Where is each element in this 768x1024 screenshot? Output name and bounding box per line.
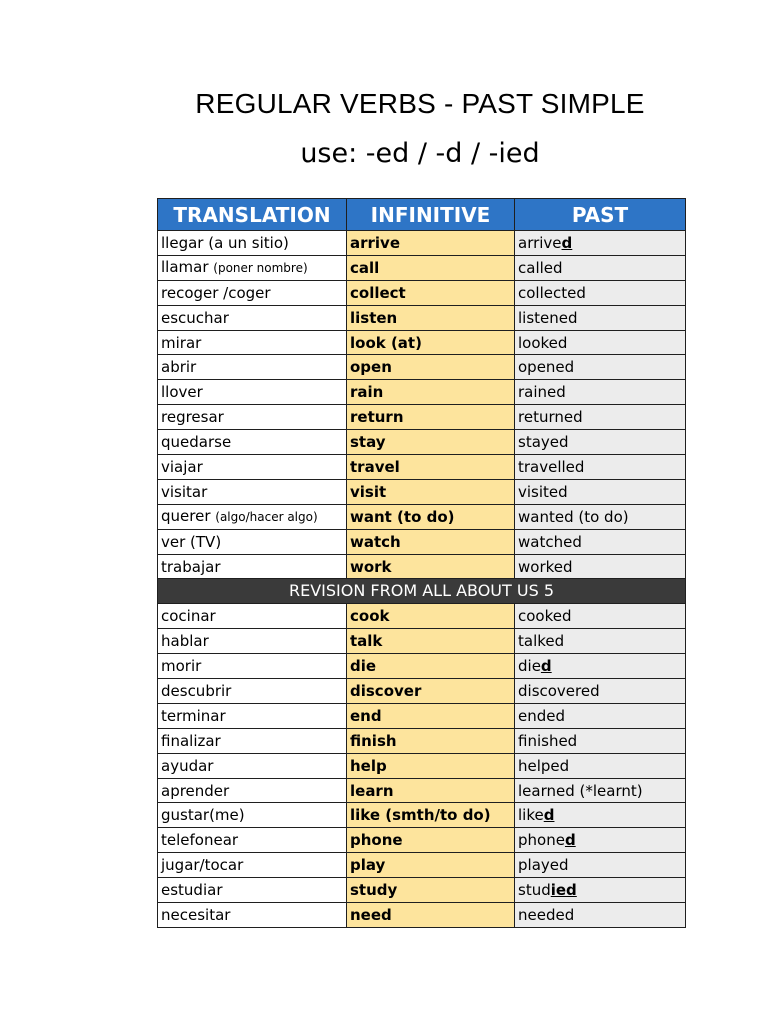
past-text: needed bbox=[518, 905, 575, 924]
translation-note: (poner nombre) bbox=[213, 261, 308, 276]
past-text: worked bbox=[518, 557, 573, 576]
past-text: helped bbox=[518, 756, 570, 775]
table-row bbox=[158, 654, 686, 679]
past-cell bbox=[515, 231, 686, 256]
table-row bbox=[158, 280, 686, 305]
infinitive-cell: like (smth/to do) bbox=[347, 803, 515, 828]
table-row bbox=[158, 778, 686, 803]
page-title: REGULAR VERBS - PAST SIMPLE bbox=[195, 88, 645, 119]
translation-text: finalizar bbox=[161, 731, 221, 750]
past-cell bbox=[515, 455, 686, 480]
infinitive-cell: cook bbox=[347, 604, 515, 629]
translation-cell bbox=[158, 853, 347, 878]
past-text: opened bbox=[518, 358, 575, 377]
translation-text: gustar(me) bbox=[161, 806, 245, 825]
table-row bbox=[158, 231, 686, 256]
past-text: visited bbox=[518, 482, 568, 501]
translation-cell bbox=[158, 455, 347, 480]
infinitive-cell: talk bbox=[347, 629, 515, 654]
infinitive-cell: call bbox=[347, 255, 515, 280]
translation-text: visitar bbox=[161, 482, 208, 501]
table-row bbox=[158, 479, 686, 504]
translation-text: llamar bbox=[161, 258, 214, 277]
infinitive-cell: travel bbox=[347, 455, 515, 480]
past-text: called bbox=[518, 258, 563, 277]
translation-text: quedarse bbox=[161, 433, 232, 452]
past-text: looked bbox=[518, 333, 568, 352]
table-row bbox=[158, 355, 686, 380]
past-text: discovered bbox=[518, 681, 600, 700]
header-past: PAST bbox=[515, 199, 686, 231]
past-cell bbox=[515, 280, 686, 305]
translation-cell bbox=[158, 330, 347, 355]
infinitive-cell: collect bbox=[347, 280, 515, 305]
past-cell bbox=[515, 878, 686, 903]
translation-cell bbox=[158, 654, 347, 679]
translation-text: trabajar bbox=[161, 557, 221, 576]
table-row bbox=[158, 728, 686, 753]
translation-cell bbox=[158, 878, 347, 903]
table-row bbox=[158, 828, 686, 853]
past-cell bbox=[515, 753, 686, 778]
past-cell bbox=[515, 380, 686, 405]
infinitive-cell: die bbox=[347, 654, 515, 679]
translation-cell bbox=[158, 504, 347, 529]
infinitive-cell: phone bbox=[347, 828, 515, 853]
translation-cell bbox=[158, 629, 347, 654]
translation-text: llegar (a un sitio) bbox=[161, 233, 289, 252]
infinitive-cell: learn bbox=[347, 778, 515, 803]
past-text: phone bbox=[518, 831, 565, 850]
table-row bbox=[158, 878, 686, 903]
section-label: REVISION FROM ALL ABOUT US 5 bbox=[158, 579, 686, 604]
past-ending: d bbox=[564, 831, 576, 850]
translation-cell bbox=[158, 828, 347, 853]
infinitive-cell: rain bbox=[347, 380, 515, 405]
table-row bbox=[158, 430, 686, 455]
translation-text: terminar bbox=[161, 706, 226, 725]
past-cell bbox=[515, 405, 686, 430]
translation-text: estudiar bbox=[161, 881, 223, 900]
past-cell bbox=[515, 778, 686, 803]
past-ending: d bbox=[540, 657, 552, 676]
past-cell bbox=[515, 828, 686, 853]
past-text: ended bbox=[518, 706, 566, 725]
translation-cell bbox=[158, 903, 347, 928]
past-text: travelled bbox=[518, 457, 585, 476]
past-ending: d bbox=[543, 806, 555, 825]
past-cell bbox=[515, 554, 686, 579]
past-cell bbox=[515, 803, 686, 828]
past-text: like bbox=[518, 806, 544, 825]
infinitive-cell: end bbox=[347, 703, 515, 728]
translation-cell bbox=[158, 305, 347, 330]
translation-cell bbox=[158, 554, 347, 579]
translation-note: (algo/hacer algo) bbox=[215, 510, 318, 525]
table-row bbox=[158, 255, 686, 280]
translation-text: recoger /coger bbox=[161, 283, 271, 302]
translation-text: viajar bbox=[161, 457, 203, 476]
table-row bbox=[158, 604, 686, 629]
past-text: arrive bbox=[518, 233, 562, 252]
past-cell bbox=[515, 479, 686, 504]
past-cell bbox=[515, 679, 686, 704]
table-row bbox=[158, 504, 686, 529]
table-row bbox=[158, 455, 686, 480]
past-text: stud bbox=[518, 881, 551, 900]
past-cell bbox=[515, 703, 686, 728]
infinitive-cell: finish bbox=[347, 728, 515, 753]
past-cell bbox=[515, 604, 686, 629]
infinitive-cell: return bbox=[347, 405, 515, 430]
translation-text: aprender bbox=[161, 781, 230, 800]
translation-cell bbox=[158, 679, 347, 704]
infinitive-cell: visit bbox=[347, 479, 515, 504]
table-row bbox=[158, 405, 686, 430]
translation-text: telefonear bbox=[161, 831, 239, 850]
infinitive-cell: arrive bbox=[347, 231, 515, 256]
translation-cell bbox=[158, 778, 347, 803]
translation-text: querer bbox=[161, 507, 216, 526]
past-text: talked bbox=[518, 632, 565, 651]
table-row bbox=[158, 753, 686, 778]
translation-cell bbox=[158, 529, 347, 554]
past-cell bbox=[515, 654, 686, 679]
table-row bbox=[158, 330, 686, 355]
infinitive-cell: need bbox=[347, 903, 515, 928]
table-header-row bbox=[158, 199, 686, 231]
past-text: finished bbox=[518, 731, 578, 750]
translation-text: llover bbox=[161, 383, 203, 402]
table-row bbox=[158, 629, 686, 654]
translation-cell bbox=[158, 255, 347, 280]
table-row bbox=[158, 803, 686, 828]
past-cell bbox=[515, 330, 686, 355]
translation-cell bbox=[158, 703, 347, 728]
header-infinitive: INFINITIVE bbox=[347, 199, 515, 231]
verbs-table-body bbox=[158, 231, 686, 928]
past-cell bbox=[515, 305, 686, 330]
infinitive-cell: play bbox=[347, 853, 515, 878]
translation-text: ayudar bbox=[161, 756, 214, 775]
translation-text: hablar bbox=[161, 632, 209, 651]
past-ending: ied bbox=[550, 881, 577, 900]
translation-cell bbox=[158, 355, 347, 380]
translation-text: cocinar bbox=[161, 607, 216, 626]
past-cell bbox=[515, 529, 686, 554]
table-row bbox=[158, 305, 686, 330]
header-translation: TRANSLATION bbox=[158, 199, 347, 231]
translation-cell bbox=[158, 430, 347, 455]
infinitive-cell: look (at) bbox=[347, 330, 515, 355]
translation-cell bbox=[158, 728, 347, 753]
translation-cell bbox=[158, 753, 347, 778]
translation-cell bbox=[158, 380, 347, 405]
past-cell bbox=[515, 629, 686, 654]
past-text: watched bbox=[518, 532, 582, 551]
translation-text: abrir bbox=[161, 358, 197, 377]
translation-text: descubrir bbox=[161, 681, 232, 700]
translation-cell bbox=[158, 604, 347, 629]
translation-cell bbox=[158, 280, 347, 305]
past-cell bbox=[515, 903, 686, 928]
translation-text: mirar bbox=[161, 333, 202, 352]
infinitive-cell: watch bbox=[347, 529, 515, 554]
translation-cell bbox=[158, 803, 347, 828]
infinitive-cell: want (to do) bbox=[347, 504, 515, 529]
infinitive-cell: discover bbox=[347, 679, 515, 704]
table-row bbox=[158, 703, 686, 728]
past-cell bbox=[515, 430, 686, 455]
translation-text: escuchar bbox=[161, 308, 229, 327]
past-text: listened bbox=[518, 308, 578, 327]
past-cell bbox=[515, 355, 686, 380]
infinitive-cell: listen bbox=[347, 305, 515, 330]
past-text: stayed bbox=[518, 433, 569, 452]
infinitive-cell: work bbox=[347, 554, 515, 579]
past-text: wanted (to do) bbox=[518, 507, 629, 526]
section-divider-row bbox=[158, 579, 686, 604]
table-row bbox=[158, 903, 686, 928]
infinitive-cell: help bbox=[347, 753, 515, 778]
table-row bbox=[158, 554, 686, 579]
infinitive-cell: open bbox=[347, 355, 515, 380]
translation-cell bbox=[158, 479, 347, 504]
translation-cell bbox=[158, 405, 347, 430]
past-text: learned (*learnt) bbox=[518, 781, 643, 800]
past-cell bbox=[515, 504, 686, 529]
translation-cell bbox=[158, 231, 347, 256]
verbs-table bbox=[157, 198, 686, 928]
past-text: die bbox=[518, 657, 541, 676]
past-text: returned bbox=[518, 408, 583, 427]
infinitive-cell: stay bbox=[347, 430, 515, 455]
table-row bbox=[158, 679, 686, 704]
past-ending: d bbox=[561, 233, 573, 252]
infinitive-cell: study bbox=[347, 878, 515, 903]
past-cell bbox=[515, 728, 686, 753]
past-text: cooked bbox=[518, 607, 572, 626]
translation-text: regresar bbox=[161, 408, 224, 427]
translation-text: necesitar bbox=[161, 905, 231, 924]
past-cell bbox=[515, 853, 686, 878]
table-row bbox=[158, 529, 686, 554]
past-text: played bbox=[518, 856, 569, 875]
past-text: collected bbox=[518, 283, 586, 302]
table-row bbox=[158, 853, 686, 878]
table-row bbox=[158, 380, 686, 405]
page-subtitle: use: -ed / -d / -ied bbox=[300, 138, 540, 169]
translation-text: jugar/tocar bbox=[161, 856, 244, 875]
past-cell bbox=[515, 255, 686, 280]
translation-text: ver (TV) bbox=[161, 532, 222, 551]
translation-text: morir bbox=[161, 657, 202, 676]
past-text: rained bbox=[518, 383, 566, 402]
